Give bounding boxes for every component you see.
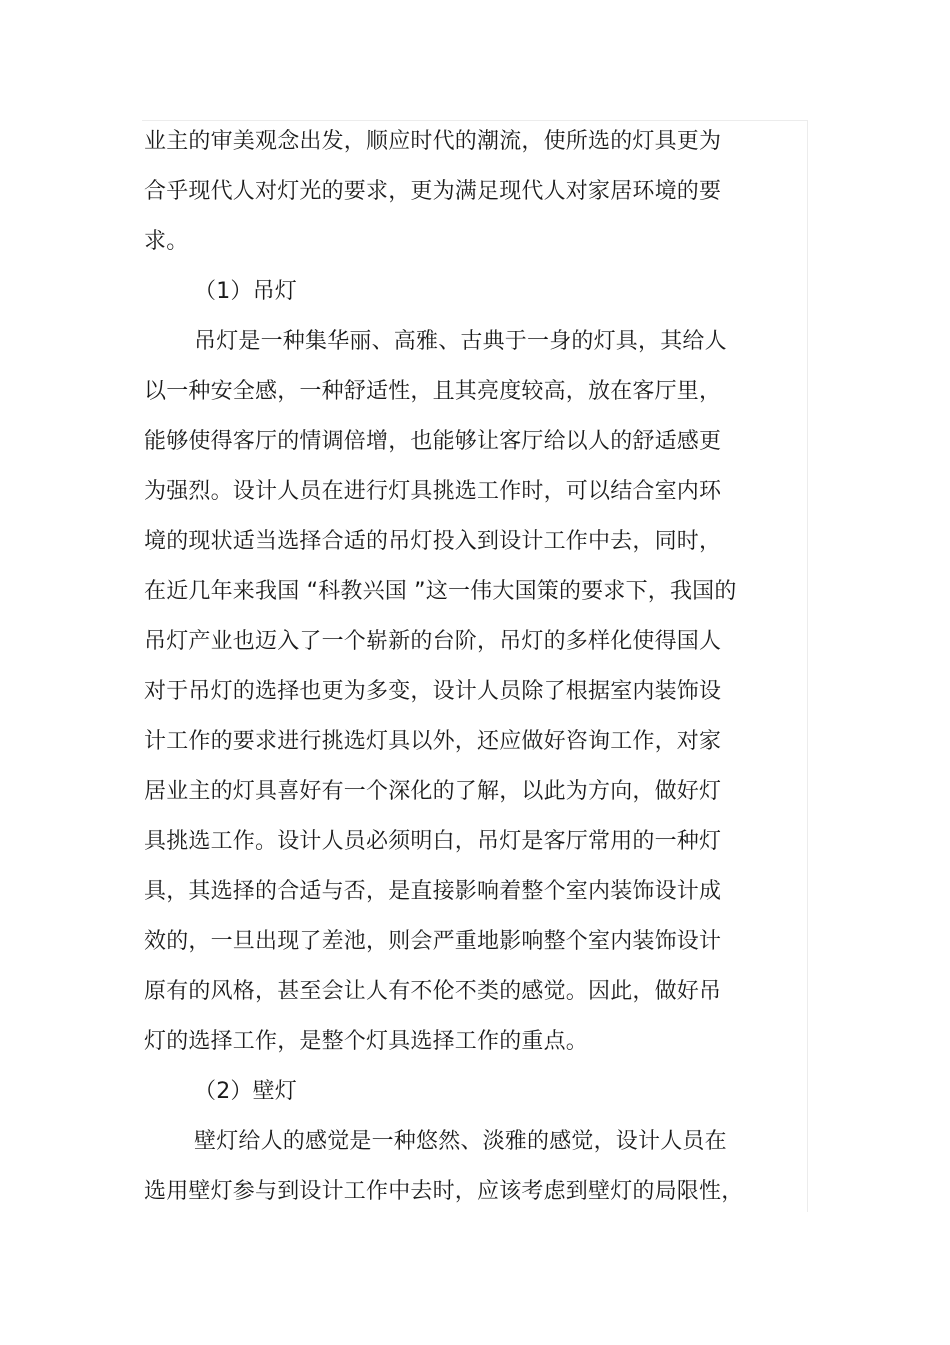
- text-line: 原有的风格，甚至会让人有不伦不类的感觉。因此，做好吊: [144, 979, 722, 1004]
- text-line: 能够使得客厅的情调倍增，也能够让客厅给以人的舒适感更: [144, 429, 722, 454]
- text-line: 境的现状适当选择合适的吊灯投入到设计工作中去，同时，: [144, 529, 722, 554]
- text-line: 以一种安全感，一种舒适性，且其亮度较高，放在客厅里，: [144, 379, 722, 404]
- section-heading-wall-lamp: （2）壁灯: [194, 1079, 297, 1104]
- text-line: 业主的审美观念出发，顺应时代的潮流，使所选的灯具更为: [144, 129, 722, 154]
- text-line: 吊灯产业也迈入了一个崭新的台阶，吊灯的多样化使得国人: [144, 629, 722, 654]
- text-line: 居业主的灯具喜好有一个深化的了解，以此为方向，做好灯: [144, 779, 722, 804]
- text-line: 求。: [144, 229, 189, 254]
- text-line: 合乎现代人对灯光的要求，更为满足现代人对家居环境的要: [144, 179, 722, 204]
- text-line: 具挑选工作。设计人员必须明白，吊灯是客厅常用的一种灯: [144, 829, 722, 854]
- text-line: 在近几年来我国 “科教兴国 ”这一伟大国策的要求下，我国的: [144, 579, 737, 604]
- text-line: 选用壁灯参与到设计工作中去时，应该考虑到壁灯的局限性，: [144, 1179, 744, 1204]
- paragraph-first-line: 吊灯是一种集华丽、高雅、古典于一身的灯具，其给人: [194, 329, 727, 354]
- text-line: 具，其选择的合适与否，是直接影响着整个室内装饰设计成: [144, 879, 722, 904]
- text-line: 效的，一旦出现了差池，则会严重地影响整个室内装饰设计: [144, 929, 722, 954]
- section-heading-pendant-lamp: （1）吊灯: [194, 279, 297, 304]
- text-line: 计工作的要求进行挑选灯具以外，还应做好咨询工作，对家: [144, 729, 722, 754]
- text-line: 灯的选择工作，是整个灯具选择工作的重点。: [144, 1029, 589, 1054]
- text-line: 为强烈。设计人员在进行灯具挑选工作时，可以结合室内环: [144, 479, 722, 504]
- text-line: 对于吊灯的选择也更为多变，设计人员除了根据室内装饰设: [144, 679, 722, 704]
- paragraph-first-line: 壁灯给人的感觉是一种悠然、淡雅的感觉，设计人员在: [194, 1129, 727, 1154]
- document-body: [144, 117, 784, 1217]
